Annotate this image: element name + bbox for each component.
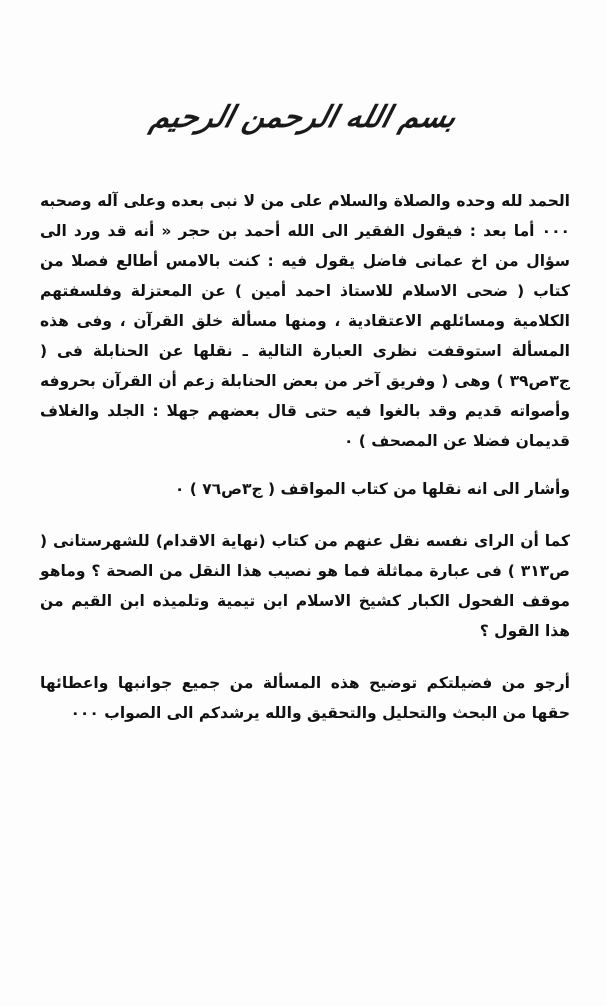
basmala-heading: بسم الله الرحمن الرحيم [147,100,460,135]
paragraph-question-intro: الحمد لله وحده والصلاة والسلام على من لا نبى بعده وعلى آله وصحبه ٠٠٠ أما بعد : فيقول الفقير الى الله أحمد بن حجر « أنه قد ورد الى سؤال من اخ عمانى فاضل يقول فيه : كنت بالامس أطالع فصلا من كتاب ( ضحى الاسلام للاستاذ احمد أمين ) عن المعتزلة وفلسفتهم الكلامية ومسائلهم الاعتقادية ، ومنها مسألة خلق القرآن ، وفى هذه المسألة استوقفت نظرى العبارة التالية ـ نقلها عن الحنابلة فى ( ج٣ص٣٩ ) وهى ( وفريق آخر من بعض الحنابلة زعم أن القرآن بحروفه وأصواته قديم وقد بالغوا فيه حتى قال بعضهم جهلا : الجلد والغلاف قديمان فضلا عن المصحف ) ٠ [40,192,570,450]
paragraph-mawaqif-reference: وأشار الى انه نقلها من كتاب المواقف ( ج٣ص٧٦ ) ٠ [174,480,570,498]
paragraph-shahrastani-reference: كما أن الراى نفسه نقل عنهم من كتاب (نهاية الاقدام) للشهرستانى ( ص٣١٣ ) فى عبارة مماثلة فما هو نصيب هذا النقل من الصحة ؟ وماهو موقف الفحول الكبار كشيخ الاسلام ابن تيمية وتلميذه ابن القيم من هذا القول ؟ [40,532,570,640]
paragraph-closing-request: أرجو من فضيلتكم توضيح هذه المسألة من جميع جوانبها واعطائها حقها من البحث والتحليل والتحقيق والله يرشدكم الى الصواب ٠٠٠ [40,674,570,722]
letter-body [40,186,570,728]
